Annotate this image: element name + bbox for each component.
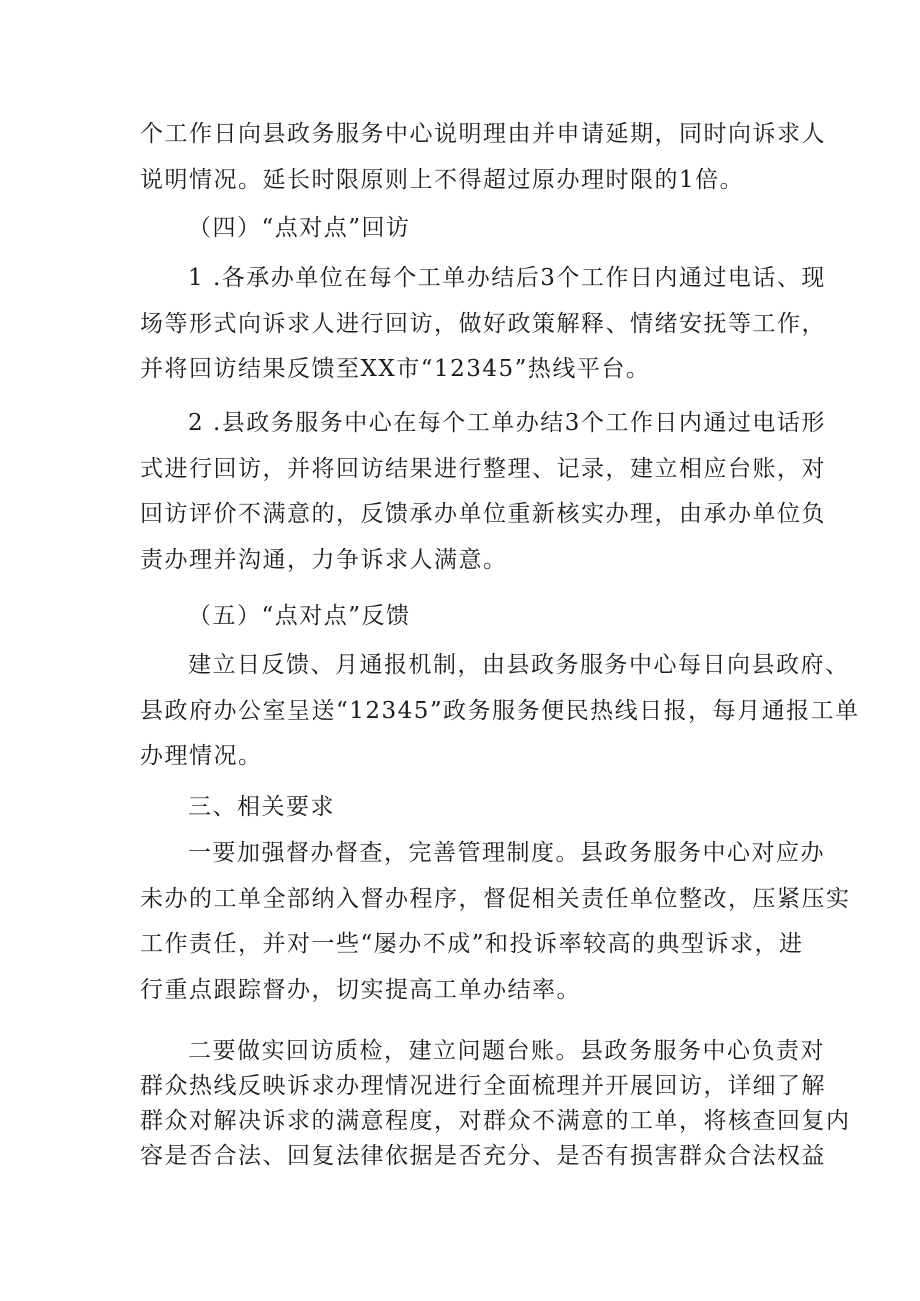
paragraph-item-2 bbox=[140, 401, 826, 583]
text-line: 县政府办公室呈送“12345”政务服务便民热线日报，每月通报工单 bbox=[140, 697, 860, 724]
text-line: 未办的工单全部纳入督办程序，督促相关责任单位整改，压紧压实 bbox=[140, 885, 851, 912]
paragraph-requirement-2 bbox=[140, 1034, 851, 1174]
text-line: 回访评价不满意的，反馈承办单位重新核实办理，由承办单位负 bbox=[140, 501, 826, 527]
text-line: 二要做实回访质检，建立问题台账。县政务服务中心负责对 bbox=[188, 1038, 825, 1064]
text-line: 群众对解决诉求的满意程度，对群众不满意的工单，将核查回复内 bbox=[140, 1108, 851, 1134]
heading-revisit bbox=[140, 206, 795, 252]
paragraph-item-1 bbox=[140, 256, 826, 393]
heading-requirements bbox=[140, 785, 795, 831]
section-heading: （五）“点对点”反馈 bbox=[188, 603, 411, 629]
paragraph-requirement-1 bbox=[140, 831, 851, 1013]
text-line: 一要加强督办督查，完善管理制度。县政务服务中心对应办 bbox=[188, 840, 825, 866]
section-heading: 三、相关要求 bbox=[188, 794, 335, 820]
text-line: 群众热线反映诉求办理情况进行全面梳理并开展回访，详细了解 bbox=[140, 1073, 826, 1099]
text-line: 并将回访结果反馈至XX市“12345”热线平台。 bbox=[140, 356, 651, 382]
text-line: 责办理并沟通，力争诉求人满意。 bbox=[140, 546, 508, 573]
text-line: 工作责任，并对一些“屡办不成”和投诉率较高的典型诉求，进 bbox=[140, 931, 804, 957]
text-line: 2 .县政务服务中心在每个工单办结3个工作日内通过电话形 bbox=[188, 410, 826, 436]
text-line: 个工作日向县政务服务中心说明理由并申请延期，同时向诉求人 bbox=[140, 121, 826, 147]
text-line: 1 .各承办单位在每个工单办结后3个工作日内通过电话、现 bbox=[188, 265, 826, 291]
text-line: 场等形式向诉求人进行回访，做好政策解释、情绪安抚等工作， bbox=[140, 310, 826, 337]
paragraph-extension-notice bbox=[140, 112, 826, 203]
section-heading: （四）“点对点”回访 bbox=[188, 215, 411, 241]
text-line: 办理情况。 bbox=[140, 743, 263, 769]
heading-feedback bbox=[140, 594, 795, 640]
text-line: 容是否合法、回复法律依据是否充分、是否有损害群众合法权益 bbox=[140, 1143, 826, 1169]
paragraph-feedback-mechanism bbox=[140, 643, 860, 780]
text-line: 式进行回访，并将回访结果进行整理、记录，建立相应台账，对 bbox=[140, 455, 826, 482]
text-line: 行重点跟踪督办，切实提高工单办结率。 bbox=[140, 976, 581, 1003]
text-line: 建立日反馈、月通报机制，由县政务服务中心每日向县政府、 bbox=[188, 652, 850, 678]
text-line: 说明情况。延长时限原则上不得超过原办理时限的1倍。 bbox=[140, 166, 745, 193]
